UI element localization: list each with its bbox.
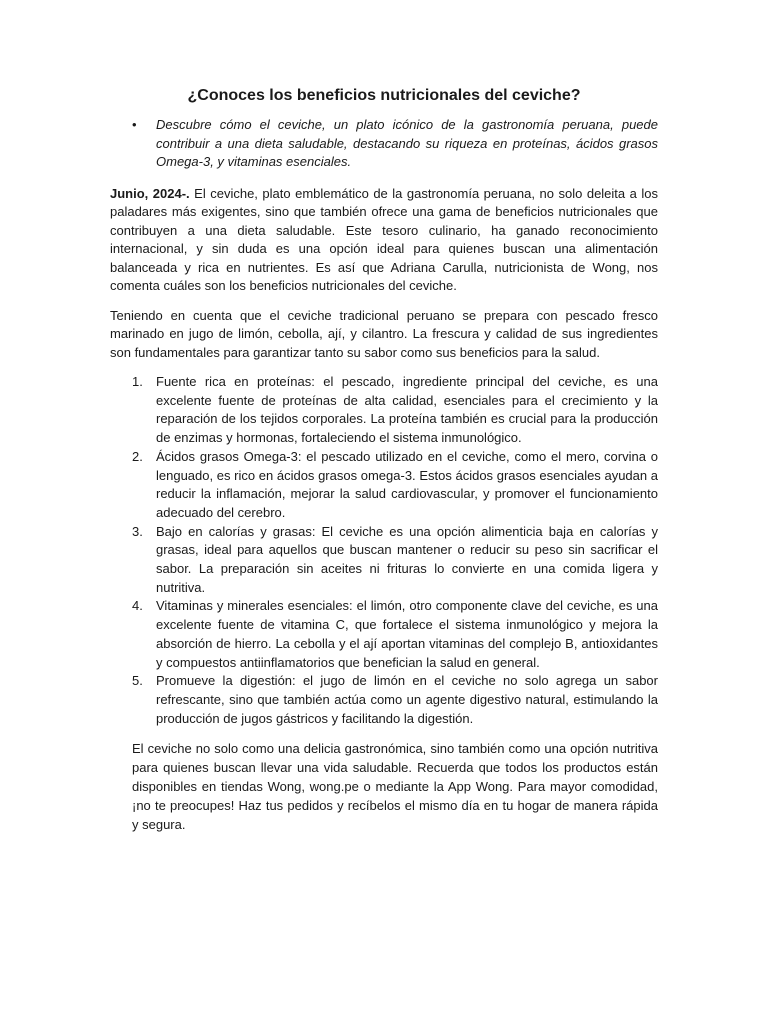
list-item-number: 5. xyxy=(132,673,143,689)
list-item-number: 1. xyxy=(132,374,143,389)
list-item xyxy=(110,597,658,672)
bullet-marker: • xyxy=(132,117,137,132)
paragraph-1 xyxy=(110,185,658,296)
list-item-text: Fuente rica en proteínas: el pescado, ingrediente principal del ceviche, es una excelente fuente de proteínas de alta calidad, esenciales para el crecimiento y la reparación de los tejidos corporales. La proteína también es crucial para la producción de enzimas y hormonas, fortaleciendo el sistema inmunológico. xyxy=(156,374,658,446)
list-item-number: 2. xyxy=(132,448,143,464)
intro-bullet-text: Descubre cómo el ceviche, un plato icónico de la gastronomía peruana, puede contribuir a una dieta saludable, destacando su riqueza en proteínas, ácidos grasos Omega-3, y vitaminas esenciales. xyxy=(156,117,658,169)
paragraph-2: Teniendo en cuenta que el ceviche tradicional peruano se prepara con pescado fresco marinado en jugo de limón, cebolla, ají, y cilantro. La frescura y calidad de sus ingredientes son fundamentales para garantizar tanto su sabor como sus beneficios para la salud. xyxy=(110,307,658,360)
list-item-number: 3. xyxy=(132,523,143,539)
paragraph-1-text: El ceviche, plato emblemático de la gastronomía peruana, no solo deleita a los paladares más exigentes, sino que también ofrece una gama de beneficios nutricionales que contribuyen a una dieta saludable. Este tesoro culinario, ha ganado reconocimiento internacional, y sin duda es una opción ideal para quienes buscan una alimentación balanceada y rica en nutrientes. Es así que Adriana Carulla, nutricionista de Wong, nos comenta cuáles son los beneficios nutricionales del ceviche. xyxy=(110,185,659,293)
list-item-text: Bajo en calorías y grasas: El ceviche es una opción alimenticia baja en calorías y grasas, ideal para aquellos que buscan mantener o reducir su peso sin sacrificar el sabor. La preparación sin aceites ni frituras lo convierte en una comida ligera y nutritiva. xyxy=(156,523,658,595)
list-item-text: Vitaminas y minerales esenciales: el limón, otro componente clave del ceviche, es una excelente fuente de vitamina C, que fortalece el sistema inmunológico y mejora la absorción de hierro. La cebolla y el ají aportan vitaminas del complejo B, antioxidantes y compuestos antiinflamatorios que benefician la salud en general. xyxy=(156,598,658,670)
list-item xyxy=(110,448,658,523)
list-item-text: Ácidos grasos Omega-3: el pescado utilizado en el ceviche, como el mero, corvina o lenguado, es rico en ácidos grasos omega-3. Estos ácidos grasos esenciales ayudan a reducir la inflamación, mejorar la salud cardiovascular, y promover el funcionamiento adecuado del cerebro. xyxy=(156,448,658,520)
document-page xyxy=(110,86,658,834)
list-item-number: 4. xyxy=(132,598,143,614)
list-item xyxy=(110,373,658,448)
closing-paragraph: El ceviche no solo como una delicia gastronómica, sino también como una opción nutritiva para quienes buscan llevar una vida saludable. Recuerda que todos los productos están disponibles en tiendas Wong, wong.pe o mediante la App Wong. Para mayor comodidad, ¡no te preocupes! Haz tus pedidos y recíbelos el mismo día en tu hogar de manera rápida y segura. xyxy=(132,741,658,833)
intro-bullet xyxy=(110,116,658,172)
document-title: ¿Conoces los beneficios nutricionales del ceviche? xyxy=(187,87,581,104)
benefits-list xyxy=(110,373,658,728)
dateline: Junio, 2024-. xyxy=(110,185,190,201)
list-item-text: Promueve la digestión: el jugo de limón en el ceviche no solo agrega un sabor refrescante, sino que también actúa como un agente digestivo natural, estimulando la producción de jugos gástricos y facilitando la digestión. xyxy=(156,673,658,726)
list-item xyxy=(110,523,658,598)
list-item xyxy=(110,672,658,728)
